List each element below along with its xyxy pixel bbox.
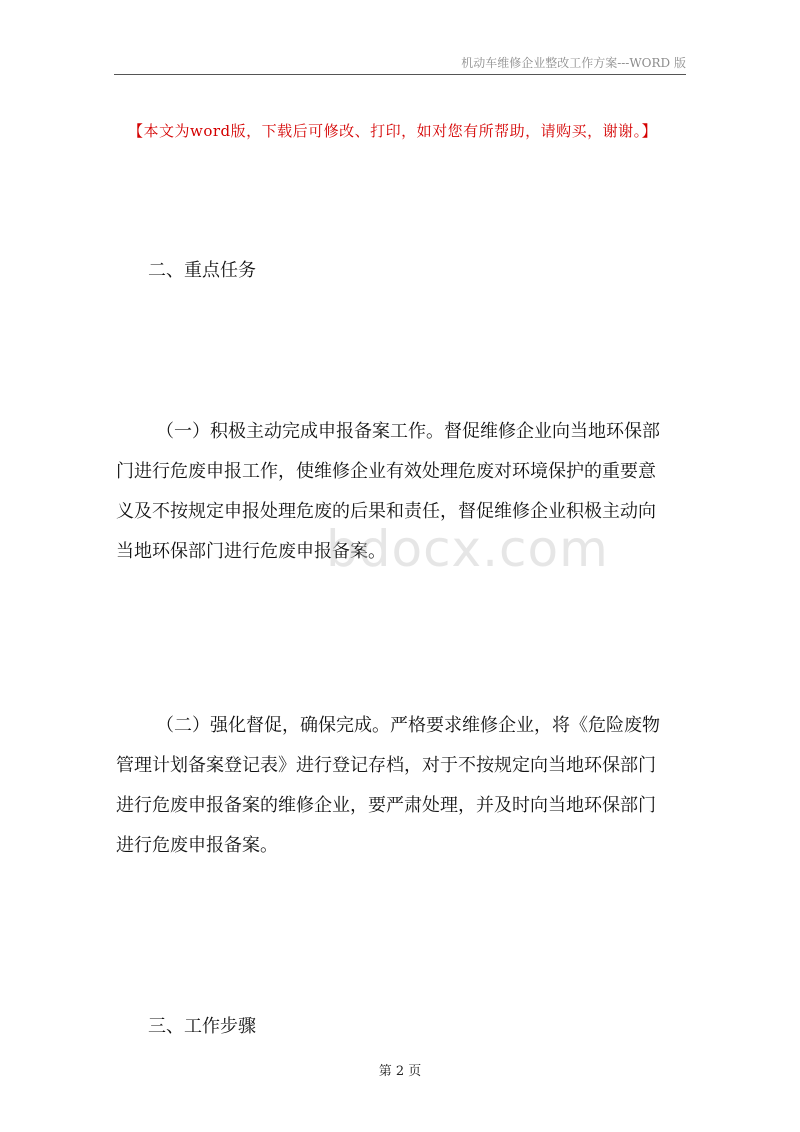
section-heading-work-steps: 三、工作步骤	[148, 1016, 256, 1037]
section-heading-key-tasks: 二、重点任务	[148, 260, 256, 281]
paragraph-line: （一）积极主动完成申报备案工作。督促维修企业向当地环保部	[156, 421, 660, 442]
paragraph-line: 义及不按规定申报处理危废的后果和责任，督促维修企业积极主动向	[116, 501, 656, 522]
download-notice: 【本文为word版，下载后可修改、打印，如对您有所帮助，请购买，谢谢。】	[128, 122, 658, 140]
watermark: bdocx.com	[326, 520, 609, 578]
header-title: 机动车维修企业整改工作方案---WORD 版	[461, 56, 686, 70]
paragraph-filing-work	[116, 412, 688, 572]
paragraph-line: 当地环保部门进行危废申报备案。	[116, 541, 386, 562]
paragraph-line: 进行危废申报备案的维修企业，要严肃处理，并及时向当地环保部门	[116, 795, 656, 816]
paragraph-line: （二）强化督促，确保完成。严格要求维修企业，将《危险废物	[156, 715, 660, 736]
paragraph-line: 进行危废申报备案。	[116, 835, 278, 856]
page-number: 第 2 页	[378, 1064, 422, 1079]
paragraph-supervision	[116, 706, 688, 866]
header-rule	[114, 74, 686, 75]
paragraph-line: 管理计划备案登记表》进行登记存档，对于不按规定向当地环保部门	[116, 755, 656, 776]
paragraph-line: 门进行危废申报工作，使维修企业有效处理危废对环境保护的重要意	[116, 461, 656, 482]
